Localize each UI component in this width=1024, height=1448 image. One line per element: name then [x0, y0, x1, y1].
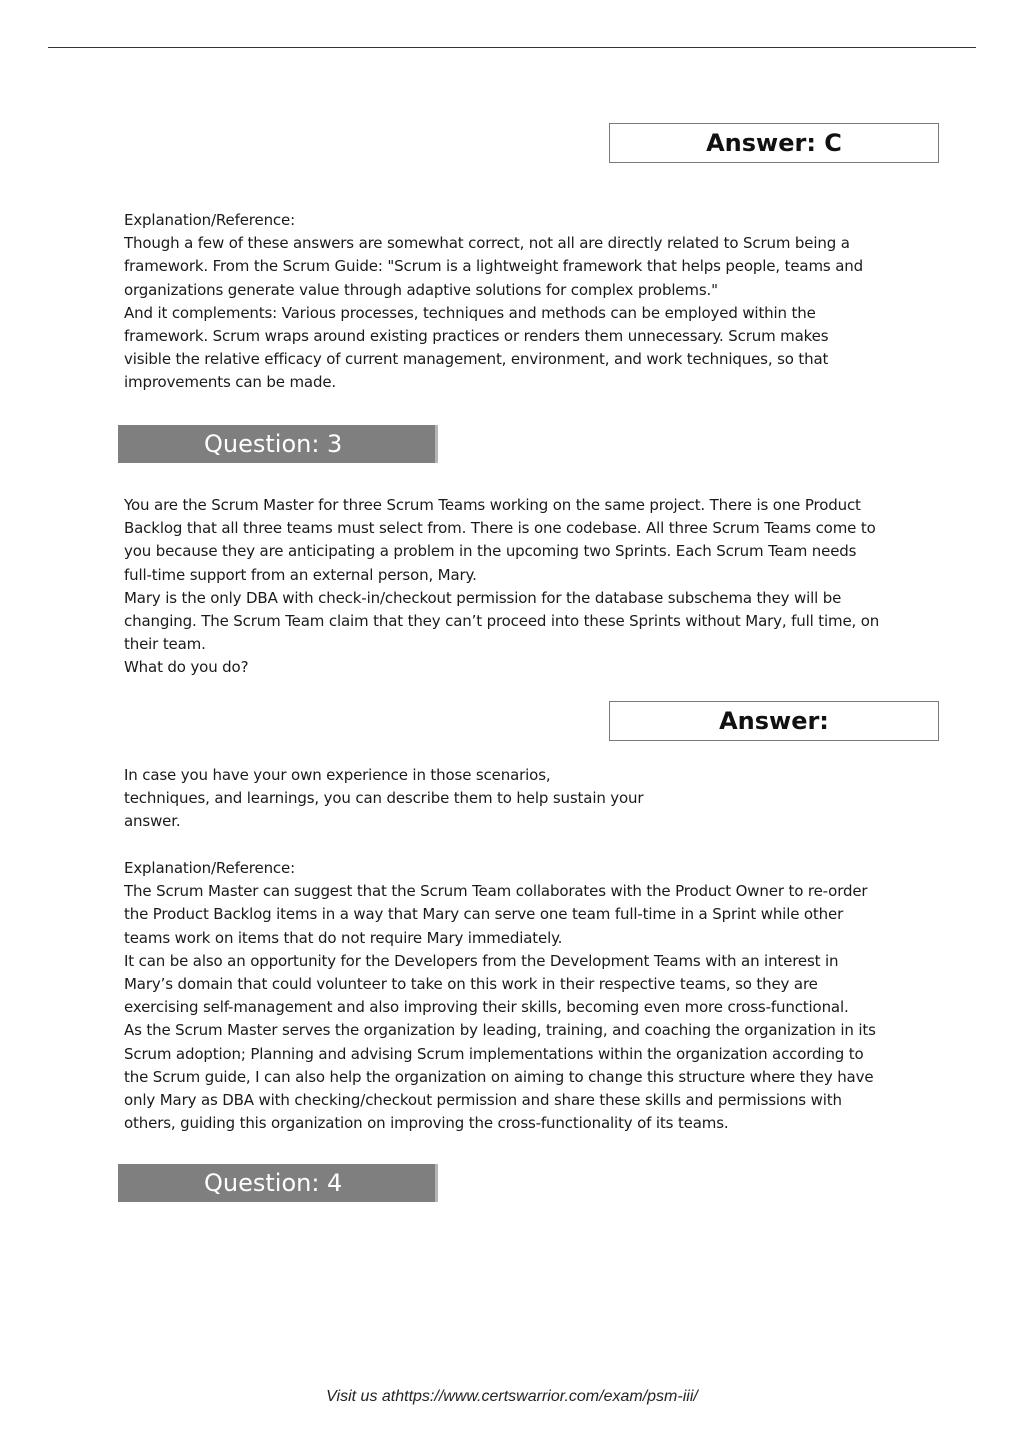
explanation-2-line: Scrum adoption; Planning and advising Scrum implementations within the organization according to — [124, 1044, 864, 1063]
question-3-header — [118, 425, 438, 463]
question-4-header — [118, 1164, 438, 1202]
explanation-1-line: framework. From the Scrum Guide: "Scrum is a lightweight framework that helps people, teams and — [124, 257, 863, 276]
question-3-line: their team. — [124, 635, 206, 654]
explanation-2-line: the Product Backlog items in a way that Mary can serve one team full-time in a Sprint while other — [124, 905, 844, 924]
question-3-line: you because they are anticipating a problem in the upcoming two Sprints. Each Scrum Team needs — [124, 542, 857, 561]
question-4-title: Question: 4 — [204, 1169, 343, 1197]
question-3-title: Question: 3 — [204, 430, 343, 458]
explanation-2-line: It can be also an opportunity for the Developers from the Development Teams with an interest in — [124, 951, 839, 970]
explanation-1-line: visible the relative efficacy of current management, environment, and work techniques, so that — [124, 350, 829, 369]
question-3-body — [124, 494, 879, 680]
explanation-2 — [124, 857, 876, 1135]
answer-box — [609, 701, 939, 741]
answer-c-label: Answer: C — [706, 129, 842, 157]
explanation-1-line: And it complements: Various processes, techniques and methods can be employed within the — [124, 303, 816, 322]
answer-note-line: answer. — [124, 812, 181, 831]
question-3-line: full-time support from an external person, Mary. — [124, 565, 477, 584]
explanation-2-line: only Mary as DBA with checking/checkout permission and share these skills and permissions with — [124, 1091, 842, 1110]
question-3-line: changing. The Scrum Team claim that they can’t proceed into these Sprints without Mary, full time, on — [124, 612, 880, 631]
question-3-line: Backlog that all three teams must select from. There is one codebase. All three Scrum Teams come to — [124, 519, 876, 538]
explanation-1-line: improvements can be made. — [124, 373, 337, 392]
explanation-2-line: Mary’s domain that could volunteer to take on this work in their respective teams, so they are — [124, 975, 818, 994]
explanation-2-line: exercising self-management and also improving their skills, becoming even more cross-functional. — [124, 998, 849, 1017]
explanation-2-line: the Scrum guide, I can also help the organization on aiming to change this structure where they have — [124, 1067, 874, 1086]
explanation-2-line: others, guiding this organization on improving the cross-functionality of its teams. — [124, 1114, 729, 1133]
question-3-line: Mary is the only DBA with check-in/checkout permission for the database subschema they will be — [124, 588, 842, 607]
explanation-2-line: The Scrum Master can suggest that the Scrum Team collaborates with the Product Owner to re-order — [124, 882, 868, 901]
answer-label: Answer: — [719, 707, 829, 735]
answer-note-line: techniques, and learnings, you can describe them to help sustain your — [124, 789, 644, 808]
explanation-1 — [124, 209, 863, 395]
explanation-1-line: framework. Scrum wraps around existing practices or renders them unnecessary. Scrum makes — [124, 327, 829, 346]
explanation-1-line: Though a few of these answers are somewhat correct, not all are directly related to Scrum being a — [124, 234, 850, 253]
answer-note-line: In case you have your own experience in those scenarios, — [124, 766, 551, 784]
question-3-line: You are the Scrum Master for three Scrum Teams working on the same project. There is one Product — [124, 496, 861, 514]
explanation-1-line: Explanation/Reference: — [124, 211, 296, 229]
question-3-line: What do you do? — [124, 658, 249, 677]
answer-c-box — [609, 123, 939, 163]
explanation-2-line: Explanation/Reference: — [124, 859, 296, 877]
explanation-1-line: organizations generate value through adaptive solutions for complex problems." — [124, 280, 718, 299]
explanation-2-line: As the Scrum Master serves the organization by leading, training, and coaching the organization in its — [124, 1021, 876, 1040]
header-rule — [48, 47, 976, 48]
explanation-2-line: teams work on items that do not require Mary immediately. — [124, 928, 563, 947]
answer-note — [124, 764, 643, 834]
footer-link-text[interactable]: Visit us athttps://www.certswarrior.com/exam/psm-iii/ — [326, 1388, 698, 1405]
